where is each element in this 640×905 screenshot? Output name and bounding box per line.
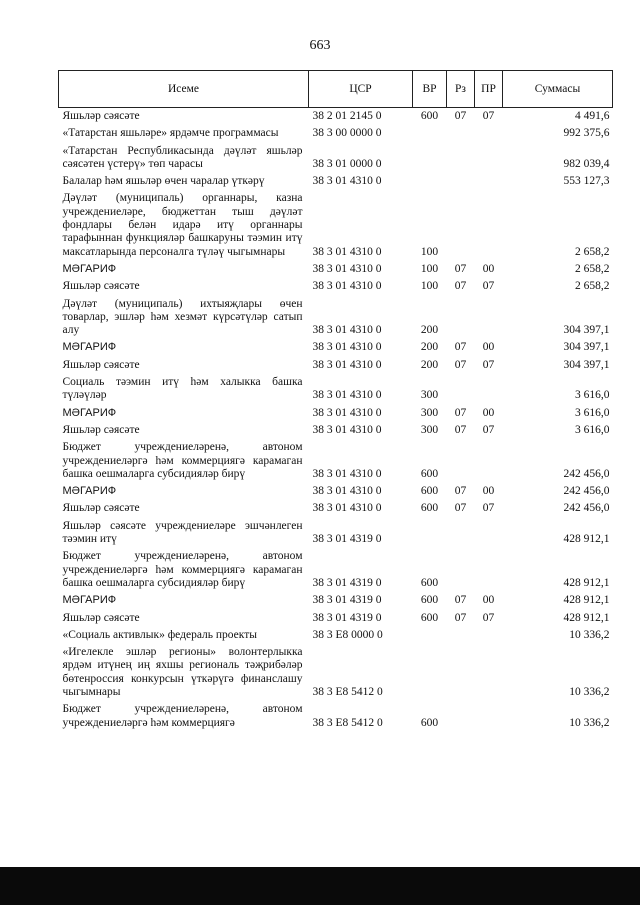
table-row [59,357,613,374]
table-row [59,644,613,701]
cell-pr [475,190,503,260]
table-row [59,405,613,422]
cell-sum: 553 127,3 [563,175,610,188]
cell-name: МӘГАРИФ [62,341,117,354]
cell-rz [447,143,475,174]
cell-vr: 600 [420,716,439,729]
cell-vr [413,644,447,701]
cell-csr: 38 3 01 4319 0 [312,576,382,589]
cell-sum: 10 336,2 [569,716,610,729]
cell-vr [413,125,447,142]
cell-sum: 428 912,1 [563,576,610,589]
cell-vr: 200 [420,324,439,337]
cell-csr: 38 3 01 4310 0 [312,358,382,371]
table-row [59,518,613,549]
cell-name: МӘГАРИФ [62,594,117,607]
cell-pr [475,374,503,405]
cell-pr: 07 [482,280,495,293]
cell-vr [413,143,447,174]
table-row [59,483,613,500]
cell-sum: 3 616,0 [575,423,610,436]
cell-name: Бюджет учреждениеләренә, автоном учреждениеләргә һәм коммерциягә карамаган башка оешмаларга субсидияләр бирү [62,550,303,589]
cell-csr: 38 3 E8 5412 0 [312,716,383,729]
cell-vr: 200 [420,341,439,354]
cell-csr: 38 3 01 4310 0 [312,406,382,419]
cell-rz: 07 [454,406,467,419]
cell-sum: 992 375,6 [563,127,610,140]
cell-name: «Татарстан Республикасында дәүләт яшьләр сәясәтен үстерү» төп чарасы [62,144,303,170]
cell-vr: 200 [420,358,439,371]
cell-pr: 07 [482,358,495,371]
cell-rz [447,374,475,405]
cell-vr: 600 [420,467,439,480]
table-header-row [59,71,613,108]
header-pr: ПР [475,71,503,108]
table-row [59,296,613,340]
cell-name: Яшьләр сәясәте [62,611,140,624]
cell-pr: 07 [482,110,495,122]
cell-csr: 38 3 01 4310 0 [312,423,382,436]
cell-csr: 38 3 E8 0000 0 [312,628,383,641]
cell-csr: 38 3 01 4310 0 [312,262,382,275]
table-row [59,190,613,260]
table-row [59,592,613,609]
cell-csr: 38 3 01 4310 0 [312,175,382,188]
cell-sum: 304 397,1 [563,358,610,371]
cell-rz: 07 [454,594,467,607]
cell-pr [475,518,503,549]
table-row [59,261,613,278]
cell-sum: 982 039,4 [563,157,610,170]
cell-pr: 07 [482,611,495,624]
cell-csr: 38 3 01 0000 0 [312,157,382,170]
cell-csr: 38 2 01 2145 0 [312,110,382,122]
table-body [59,108,613,732]
cell-pr: 07 [482,502,495,515]
cell-pr [475,125,503,142]
cell-csr: 38 3 01 4319 0 [312,611,382,624]
cell-rz [447,439,475,483]
cell-name: «Игелекле эшләр регионы» волонтерлыкка ярдәм итүнең иң яхшы региональ тәҗрибәләр бөтенроссия конкурсын үткәрүгә финанслашу чыгымнары [62,646,303,698]
cell-rz: 07 [454,280,467,293]
cell-rz: 07 [454,611,467,624]
cell-csr: 38 3 01 4310 0 [312,245,382,258]
cell-sum: 10 336,2 [569,628,610,641]
table-row [59,610,613,627]
cell-csr: 38 3 01 4310 0 [312,389,382,402]
cell-name: «Татарстан яшьләре» ярдәмче программасы [62,127,279,140]
cell-name: «Социаль активлык» федераль проекты [62,628,257,641]
cell-name: МӘГАРИФ [62,485,117,498]
cell-rz [447,125,475,142]
cell-sum: 2 658,2 [575,280,610,293]
cell-sum: 4 491,6 [575,110,610,122]
cell-rz [447,548,475,592]
cell-sum: 428 912,1 [563,594,610,607]
cell-csr: 38 3 E8 5412 0 [312,685,383,698]
cell-csr: 38 3 01 4310 0 [312,324,382,337]
budget-table-container [58,70,612,732]
cell-vr [413,518,447,549]
cell-csr: 38 3 01 4310 0 [312,280,382,293]
cell-pr [475,173,503,190]
table-row [59,173,613,190]
cell-vr: 100 [420,262,439,275]
cell-sum: 242 456,0 [563,485,610,498]
cell-csr: 38 3 01 4319 0 [312,594,382,607]
cell-pr [475,627,503,644]
header-rz: Рз [447,71,475,108]
cell-pr [475,701,503,732]
cell-name: Яшьләр сәясәте [62,423,140,436]
cell-rz [447,701,475,732]
scan-bottom-edge [0,867,640,905]
cell-sum: 304 397,1 [563,324,610,337]
cell-pr [475,439,503,483]
cell-sum: 2 658,2 [575,245,610,258]
cell-sum: 428 912,1 [563,611,610,624]
table-row [59,143,613,174]
cell-name: Яшьләр сәясәте [62,280,140,293]
cell-vr [413,173,447,190]
cell-csr: 38 3 00 0000 0 [312,127,382,140]
cell-name: Яшьләр сәясәте [62,502,140,515]
table-row [59,339,613,356]
cell-vr: 600 [420,502,439,515]
cell-vr [413,627,447,644]
cell-vr: 100 [420,245,439,258]
cell-rz [447,518,475,549]
table-row [59,108,613,126]
cell-vr: 600 [420,110,439,122]
cell-rz [447,644,475,701]
cell-sum: 242 456,0 [563,502,610,515]
table-row [59,500,613,517]
cell-vr: 600 [420,594,439,607]
header-name: Исеме [59,71,309,108]
cell-pr [475,644,503,701]
cell-sum: 3 616,0 [575,406,610,419]
page-number: 663 [309,38,331,53]
cell-sum: 3 616,0 [575,389,610,402]
header-csr: ЦСР [309,71,413,108]
cell-sum: 10 336,2 [569,685,610,698]
cell-rz: 07 [454,423,467,436]
cell-csr: 38 3 01 4310 0 [312,341,382,354]
cell-rz: 07 [454,502,467,515]
cell-sum: 242 456,0 [563,467,610,480]
cell-pr: 07 [482,423,495,436]
cell-vr: 100 [420,280,439,293]
cell-vr: 600 [420,485,439,498]
cell-name: Социаль тәэмин итү һәм халыкка башка түләүләр [62,376,303,402]
cell-name: МӘГАРИФ [62,262,117,275]
cell-pr: 00 [482,406,495,419]
cell-csr: 38 3 01 4319 0 [312,533,382,546]
cell-name: Яшьләр сәясәте учреждениеләре эшчәнлеген тәэмин итү [62,519,303,546]
table-row [59,422,613,439]
cell-name: Балалар һәм яшьләр өчен чаралар үткәрү [62,175,265,188]
cell-pr: 00 [482,341,495,354]
cell-pr [475,143,503,174]
cell-rz [447,173,475,190]
cell-vr: 600 [420,611,439,624]
cell-csr: 38 3 01 4310 0 [312,502,382,515]
cell-sum: 428 912,1 [563,533,610,546]
cell-csr: 38 3 01 4310 0 [312,485,382,498]
table-row [59,548,613,592]
cell-vr: 300 [420,423,439,436]
table-row [59,627,613,644]
cell-name: Дәүләт (муниципаль) органнары, казна учреждениеләре, бюджеттан тыш дәүләт фондлары белән идарә итү органнары тарафыннан функцияләр башкаруны тәэмин итү максатларында персоналга түләү чыгымнары [62,192,303,258]
cell-name: Бюджет учреждениеләренә, автоном учреждениеләргә һәм коммерциягә карамаган башка оешмаларга субсидияләр бирү [62,441,303,480]
cell-pr: 00 [482,485,495,498]
table-row [59,125,613,142]
cell-rz: 07 [454,358,467,371]
table-row [59,439,613,483]
cell-name: Бюджет учреждениеләренә, автоном учреждениеләргә һәм коммерциягә [62,703,303,729]
cell-name: Дәүләт (муниципаль) ихтыяҗлары өчен товарлар, эшләр һәм хезмәт күрсәтүләр сатып алу [62,297,303,337]
cell-pr: 00 [482,262,495,275]
cell-rz [447,627,475,644]
cell-pr: 00 [482,594,495,607]
cell-csr: 38 3 01 4310 0 [312,467,382,480]
cell-rz [447,190,475,260]
cell-name: Яшьләр сәясәте [62,110,140,122]
cell-vr: 600 [420,576,439,589]
table-row [59,701,613,732]
cell-vr: 300 [420,389,439,402]
cell-rz: 07 [454,110,467,122]
cell-name: МӘГАРИФ [62,406,117,419]
cell-sum: 2 658,2 [575,262,610,275]
header-sum: Суммасы [503,71,613,108]
cell-pr [475,548,503,592]
table-row [59,374,613,405]
cell-rz: 07 [454,341,467,354]
cell-rz: 07 [454,485,467,498]
cell-vr: 300 [420,406,439,419]
table-row [59,278,613,295]
header-vr: ВР [413,71,447,108]
cell-name: Яшьләр сәясәте [62,358,140,371]
cell-rz: 07 [454,262,467,275]
cell-sum: 304 397,1 [563,341,610,354]
budget-table [58,70,613,732]
cell-rz [447,296,475,340]
cell-pr [475,296,503,340]
